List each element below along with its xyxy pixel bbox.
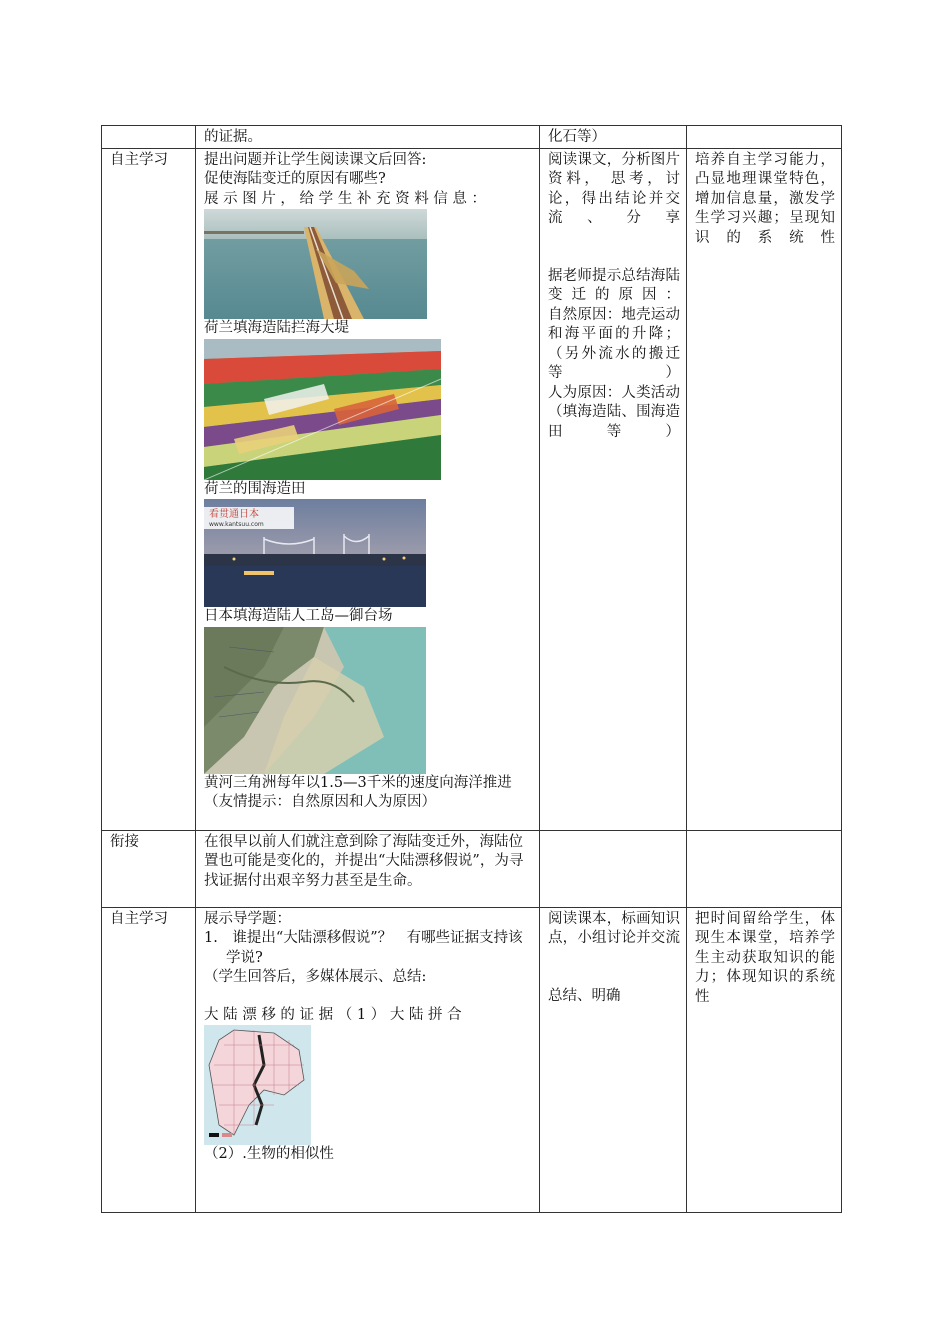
intent-cell xyxy=(687,907,842,1212)
image-caption: 荷兰的围海造田 xyxy=(204,480,306,497)
image-caption: 荷兰填海造陆拦海大堤 xyxy=(204,320,349,336)
guide-question: 1. 谁提出“大陆漂移假说”？ 有哪些证据支持该学说? xyxy=(204,930,523,966)
polder-fields-photo xyxy=(204,339,441,480)
image-caption: 黄河三角洲每年以1.5—3千米的速度向海洋推进 xyxy=(204,774,512,791)
student-cell xyxy=(540,907,687,1212)
intent-cell xyxy=(687,126,842,149)
student-summary: 据老师提示总结海陆变迁的原因： xyxy=(548,267,680,303)
student-summary: 总结、明确 xyxy=(548,987,621,1004)
spacer xyxy=(548,229,680,267)
intent-cell xyxy=(687,148,842,830)
table-row xyxy=(102,148,842,830)
intent-text: 培养自主学习能力，凸显地理课堂特色，增加信息量，激发学生学习兴趣；呈现知识的系统性 xyxy=(695,151,835,246)
evidence-heading: 大 陆 漂 移 的 证 据 （ 1 ） 大 陆 拼 合 xyxy=(204,1006,462,1023)
stage-cell: 自主学习 xyxy=(102,907,196,1212)
spacer xyxy=(204,988,533,1006)
natural-causes: 自然原因：地壳运动和海平面的升降；（另外流水的搬迁等） xyxy=(548,306,680,381)
lesson-plan-table xyxy=(101,125,842,1213)
stage-cell xyxy=(102,126,196,149)
student-cell xyxy=(540,148,687,830)
table-row xyxy=(102,830,842,907)
intent-cell xyxy=(687,830,842,907)
teacher-cell xyxy=(196,907,540,1212)
hint-text: （友情提示：自然原因和人为原因） xyxy=(204,794,436,810)
logo-text: 看贯通日本 xyxy=(209,509,259,520)
stage-cell: 衔接 xyxy=(102,830,196,907)
odaiba-photo xyxy=(204,499,426,607)
evidence-heading-2: （2）.生物的相似性 xyxy=(204,1146,334,1162)
teacher-line: 展 示 图 片 ， 给 学 生 补 充 资 料 信 息 ： xyxy=(204,190,487,207)
student-activity: 阅读课文，分析图片资料， 思考，讨论，得出结论并交流、分享 xyxy=(548,151,680,226)
dam-photo xyxy=(204,209,427,319)
teacher-line: 提出问题并让学生阅读课文后回答: xyxy=(204,151,427,168)
teacher-line: 促使海陆变迁的原因有哪些? xyxy=(204,171,386,187)
teacher-cell xyxy=(196,148,540,830)
spacer xyxy=(548,949,680,987)
continent-fit-map xyxy=(204,1025,311,1145)
after-answer-note: （学生回答后，多媒体展示、总结: xyxy=(204,969,427,985)
table-row xyxy=(102,126,842,149)
guide-title: 展示导学题： xyxy=(204,910,291,927)
logo-url: www.kantsuu.com xyxy=(209,521,264,528)
student-cell xyxy=(540,830,687,907)
stage-cell: 自主学习 xyxy=(102,148,196,830)
human-causes: 人为原因：人类活动（填海造陆、围海造田等） xyxy=(548,384,680,440)
teacher-cell: 的证据。 xyxy=(196,126,540,149)
table-row xyxy=(102,907,842,1212)
intent-text: 把时间留给学生，体现生本课堂，培养学生主动获取知识的能力；体现知识的系统性 xyxy=(695,910,835,1005)
student-activity: 阅读课本，标画知识点，小组讨论并交流 xyxy=(548,910,680,946)
student-cell: 化石等） xyxy=(540,126,687,149)
yellow-river-delta-photo xyxy=(204,627,426,774)
image-caption: 日本填海造陆人工岛—御台场 xyxy=(204,608,393,624)
teacher-cell: 在很早以前人们就注意到除了海陆变迁外，海陆位置也可能是变化的，并提出“大陆漂移假说”，为寻找证据付出艰辛努力甚至是生命。 xyxy=(196,830,540,907)
